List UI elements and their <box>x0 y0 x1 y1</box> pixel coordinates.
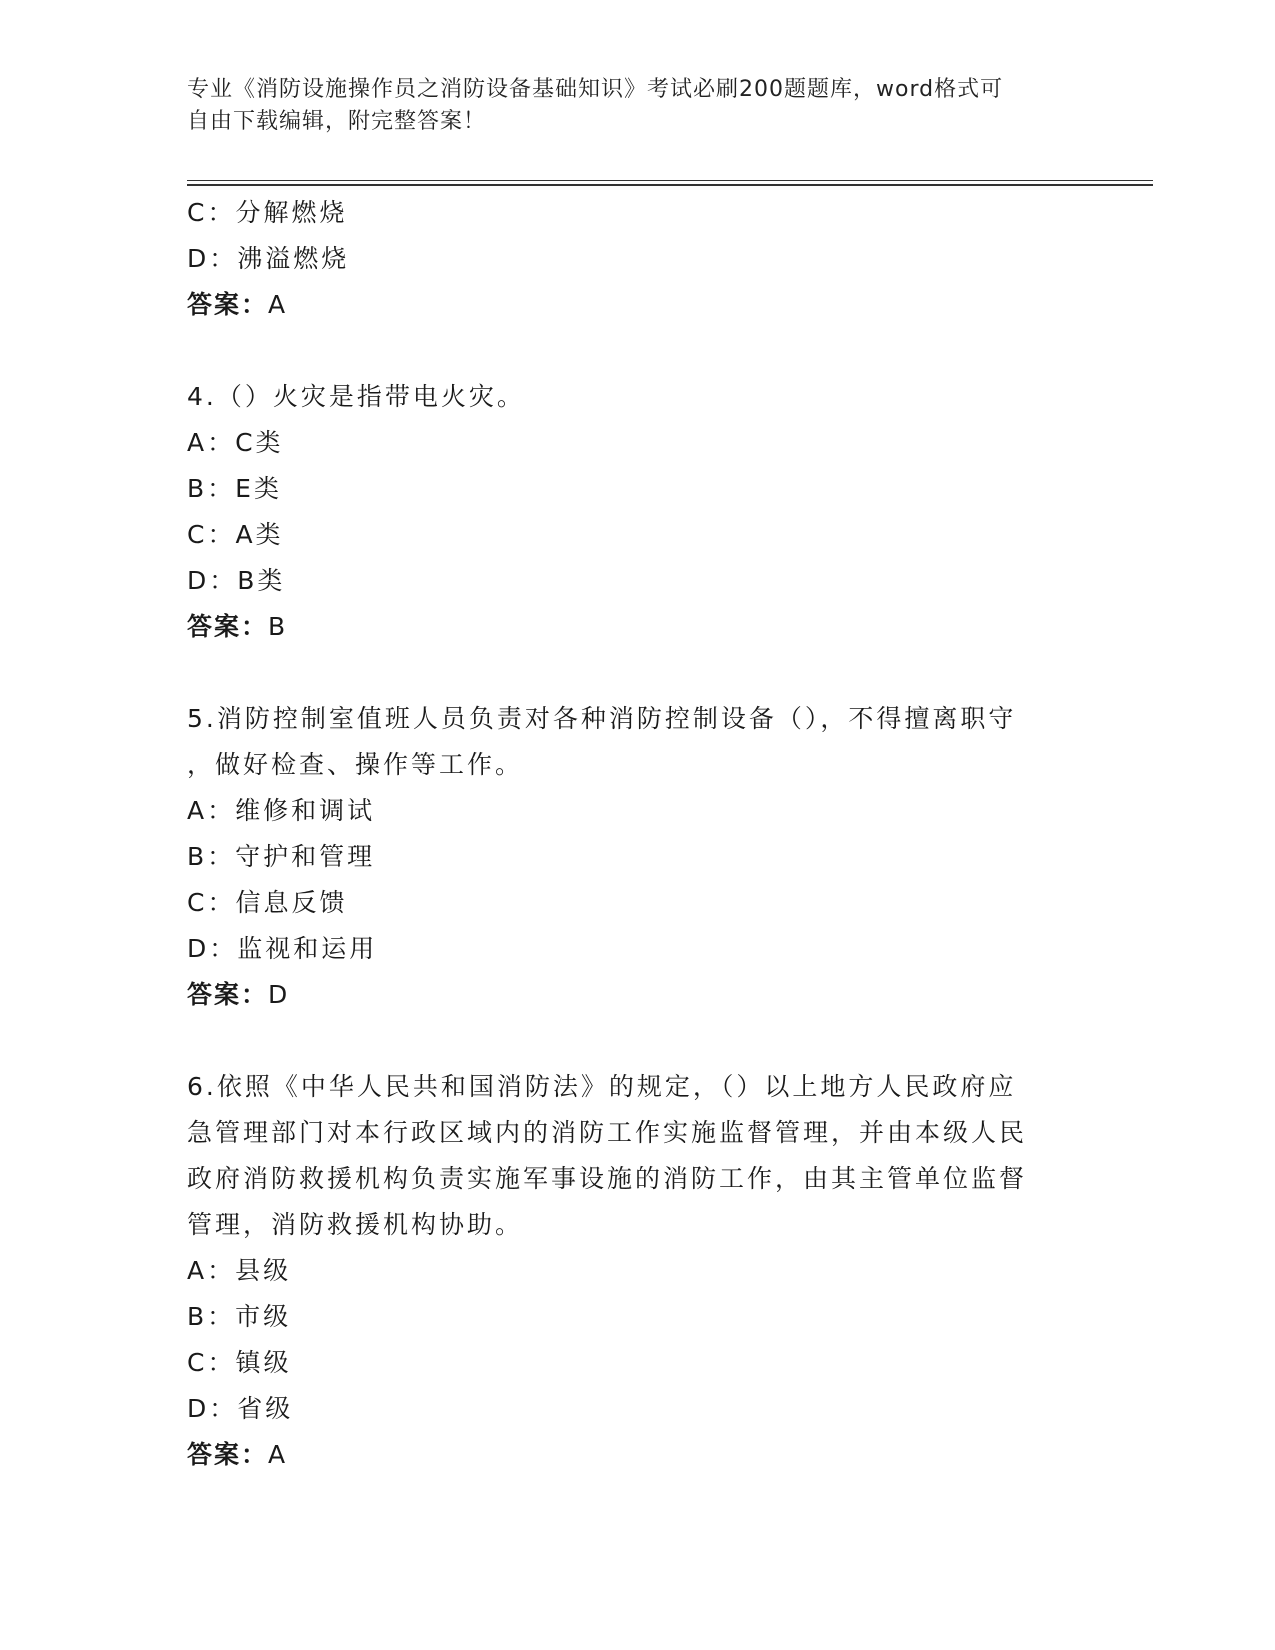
spacer <box>187 650 1067 696</box>
question-6 <box>187 1064 1067 1478</box>
answer-line <box>187 604 1067 650</box>
answer-value: A <box>268 290 288 319</box>
header-line-2: 自由下载编辑，附完整答案！ <box>187 109 487 134</box>
question-text-line-1: 6.依照《中华人民共和国消防法》的规定，（）以上地方人民政府应 <box>187 1072 1017 1101</box>
answer-label: 答案： <box>187 290 269 319</box>
question-5 <box>187 696 1067 1018</box>
option-d: D：监视和运用 <box>187 934 378 963</box>
header-divider-bottom <box>187 184 1153 186</box>
spacer <box>187 328 1067 374</box>
header-line-1: 专业《消防设施操作员之消防设备基础知识》考试必刷200题题库，word格式可 <box>187 77 1004 102</box>
question-text-line-1: 5.消防控制室值班人员负责对各种消防控制设备（），不得擅离职守 <box>187 704 1017 733</box>
spacer <box>187 1018 1067 1064</box>
document-header <box>187 74 1067 138</box>
answer-value: B <box>268 612 288 641</box>
option-c: C：信息反馈 <box>187 888 348 917</box>
option-b: B：守护和管理 <box>187 842 376 871</box>
option-c: C：镇级 <box>187 1348 292 1377</box>
option-a: A：C类 <box>187 428 284 457</box>
question-text-line-2: 急管理部门对本行政区域内的消防工作实施监督管理，并由本级人民 <box>187 1118 1028 1147</box>
question-text-line-4: 管理，消防救援机构协助。 <box>187 1210 524 1239</box>
answer-line <box>187 282 1067 328</box>
answer-line <box>187 1432 1067 1478</box>
answer-line <box>187 972 1067 1018</box>
answer-value: A <box>268 1440 288 1469</box>
option-b: B：E类 <box>187 474 282 503</box>
answer-label: 答案： <box>187 1440 269 1469</box>
option-d: D：沸溢燃烧 <box>187 244 350 273</box>
question-text-line-2: ，做好检查、操作等工作。 <box>187 750 524 779</box>
option-a: A：县级 <box>187 1256 292 1285</box>
answer-label: 答案： <box>187 980 269 1009</box>
partial-question <box>187 190 1067 328</box>
option-c: C：分解燃烧 <box>187 198 348 227</box>
option-d: D：省级 <box>187 1394 294 1423</box>
question-text: 4.（）火灾是指带电火灾。 <box>187 382 525 411</box>
answer-value: D <box>268 980 290 1009</box>
option-d: D：B类 <box>187 566 286 595</box>
question-text-line-3: 政府消防救援机构负责实施军事设施的消防工作，由其主管单位监督 <box>187 1164 1028 1193</box>
option-b: B：市级 <box>187 1302 292 1331</box>
option-c: C：A类 <box>187 520 284 549</box>
question-4 <box>187 374 1067 650</box>
header-divider-top <box>187 180 1153 181</box>
option-a: A：维修和调试 <box>187 796 376 825</box>
question-list <box>187 190 1067 1478</box>
answer-label: 答案： <box>187 612 269 641</box>
